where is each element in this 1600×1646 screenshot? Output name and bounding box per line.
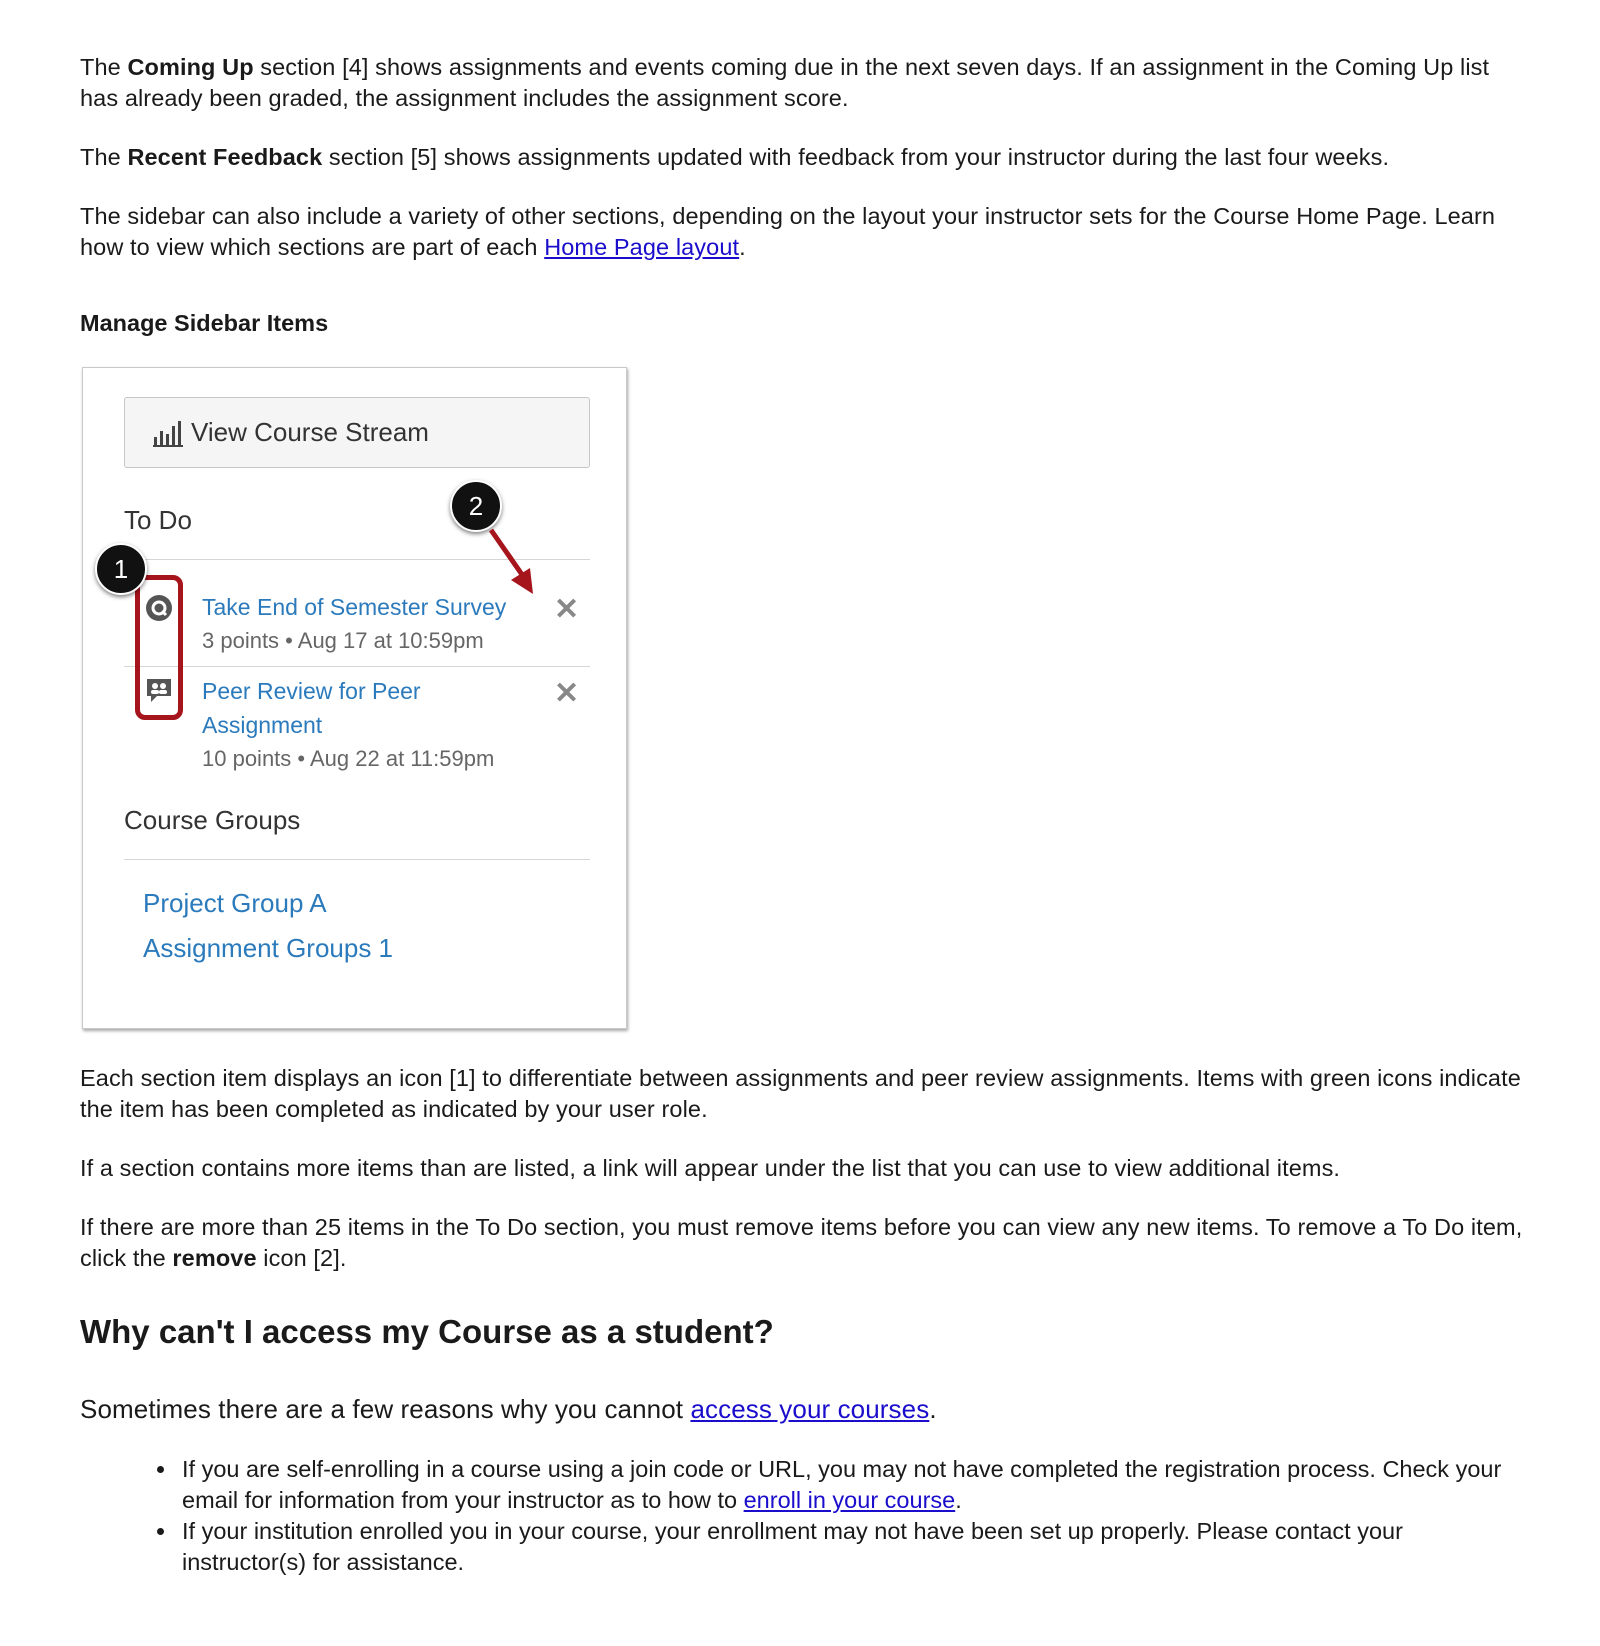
- callout-arrow: [83, 368, 626, 1028]
- document-page: [80, 52, 1530, 1578]
- recent-feedback-term: Recent Feedback: [127, 144, 323, 170]
- more-items-paragraph: If a section contains more items than are listed, a link will appear under the list that you can use to view additional items.: [80, 1155, 1341, 1181]
- manage-sidebar-heading: Manage Sidebar Items: [80, 310, 329, 336]
- todo-item-meta: 3 points • Aug 17 at 10:59pm: [202, 628, 484, 653]
- text-run: The: [80, 144, 128, 170]
- faq-heading: Why can't I access my Course as a student?: [80, 1313, 774, 1350]
- text-run: icon [2].: [256, 1245, 347, 1271]
- sidebar-paragraph: [80, 201, 1530, 263]
- text-run: If you are self-enrolling in a course using a join code or URL, you may not have completed the registration process. Check your email for information from your instructor as to how to: [182, 1456, 1502, 1513]
- group-link[interactable]: Project Group A: [143, 888, 327, 918]
- text-run: The sidebar can also include a variety of other sections, depending on the layout your instructor sets for the Course Home Page. Learn how to view which sections are part of each: [80, 203, 1496, 260]
- course-groups-title: Course Groups: [124, 805, 301, 835]
- text-run: Sometimes there are a few reasons why you cannot: [80, 1394, 691, 1424]
- todo-title: To Do: [124, 505, 192, 535]
- coming-up-paragraph: [80, 52, 1530, 114]
- access-courses-link[interactable]: access your courses: [690, 1394, 930, 1424]
- faq-bullet-list: [80, 1454, 1530, 1578]
- list-item: • If your institution enrolled you in your course, your enrollment may not have been set up properly. Please contact your instructor(s) for assistance.: [178, 1516, 1530, 1578]
- text-run: The: [80, 54, 128, 80]
- text-run: section [5] shows assignments updated with feedback from your instructor during the last four weeks.: [322, 144, 1390, 170]
- remove-icon[interactable]: ✕: [554, 677, 580, 710]
- faq-intro: [80, 1392, 1530, 1426]
- remove-icon[interactable]: ✕: [554, 593, 580, 626]
- remove-term: remove: [172, 1245, 257, 1271]
- text-run: .: [739, 234, 746, 260]
- home-page-layout-link[interactable]: Home Page layout: [544, 234, 740, 260]
- text-run: section [4] shows assignments and events coming due in the next seven days. If an assignment in the Coming Up list has already been graded, the assignment includes the assignment score.: [80, 54, 1490, 111]
- todo-item-link[interactable]: Peer Review for Peer: [202, 678, 421, 704]
- list-item: [178, 1454, 1530, 1516]
- callout-marker-2: 2: [450, 480, 502, 532]
- todo-item-link-continued[interactable]: Assignment: [202, 712, 323, 738]
- text-run: .: [955, 1487, 962, 1513]
- todo-item-meta: 10 points • Aug 22 at 11:59pm: [202, 746, 495, 771]
- view-course-stream-label: View Course Stream: [191, 417, 429, 447]
- recent-feedback-paragraph: [80, 142, 1530, 173]
- enroll-course-link[interactable]: enroll in your course: [743, 1487, 956, 1513]
- text-run: .: [929, 1394, 937, 1424]
- groups-divider: [124, 859, 590, 860]
- group-link[interactable]: Assignment Groups 1: [143, 933, 394, 963]
- sidebar-screenshot: [82, 367, 627, 1029]
- text-run: If there are more than 25 items in the To Do section, you must remove items before you can view any new items. To remove a To Do item, click the: [80, 1214, 1523, 1271]
- todo-item-link[interactable]: Take End of Semester Survey: [202, 594, 507, 620]
- icons-paragraph: Each section item displays an icon [1] to differentiate between assignments and peer review assignments. Items with green icons indicate the item has been completed as indicated by your user role.: [80, 1065, 1521, 1122]
- remove-paragraph: [80, 1212, 1530, 1274]
- coming-up-term: Coming Up: [127, 54, 254, 80]
- callout-marker-1: 1: [95, 543, 147, 595]
